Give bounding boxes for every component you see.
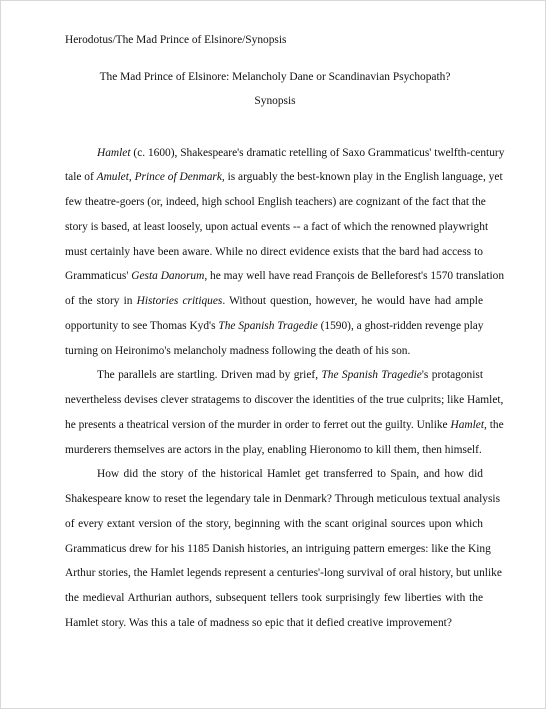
paragraph-1-line-1: Hamlet (c. 1600), Shakespeare's dramatic retelling of Saxo Grammaticus' twelfth-century xyxy=(97,147,505,159)
paragraph-1-line-2: tale of Amulet, Prince of Denmark, is arguably the best-known play in the English language, yet xyxy=(65,171,503,183)
paragraph-3-line-4: Grammaticus drew for his 1185 Danish histories, an intriguing pattern emerges: like the King xyxy=(65,543,491,555)
paragraph-2-line-1: The parallels are startling. Driven mad by grief, The Spanish Tragedie's protagonist xyxy=(97,369,483,381)
italic-title: The Spanish Tragedie xyxy=(321,369,422,381)
paragraph-1-line-5: must certainly have been aware. While no direct evidence exists that the bard had access to xyxy=(65,246,483,258)
paragraph-3-line-1: How did the story of the historical Hamlet get transferred to Spain, and how did xyxy=(97,468,483,480)
paragraph-1-line-9: turning on Heironimo's melancholy madness following the death of his son. xyxy=(65,345,411,357)
paragraph-1-line-7: of the story in Histories critiques. Without question, however, he would have had ample xyxy=(65,295,484,307)
paragraph-1-line-3: few theatre-goers (or, indeed, high school English teachers) are cognizant of the fact that the xyxy=(65,196,486,208)
paragraph-1-line-8: opportunity to see Thomas Kyd's The Spanish Tragedie (1590), a ghost-ridden revenge play xyxy=(65,320,484,332)
document-subtitle: Synopsis xyxy=(254,95,296,107)
paragraph-1-line-4: story is based, at least loosely, upon actual events -- a fact of which the renowned playwright xyxy=(65,221,489,233)
italic-title: Amulet, Prince of Denmark, xyxy=(96,171,225,183)
paragraph-3-line-3: of every extant version of the story, beginning with the scant original sources upon which xyxy=(65,518,483,530)
paragraph-2-line-2: nevertheless devises clever stratagems to discover the identities of the true culprits; like Hamlet, xyxy=(65,394,504,406)
paragraph-2-line-3: he presents a theatrical version of the murder in order to ferret out the guilty. Unlike Hamlet, the xyxy=(65,419,504,431)
paragraph-3-line-2: Shakespeare know to reset the legendary tale in Denmark? Through meticulous textual analysis xyxy=(65,493,501,505)
paragraph-3-line-5: Arthur stories, the Hamlet legends represent a centuries'-long survival of oral history, but unlike xyxy=(65,567,502,579)
italic-title: Hamlet xyxy=(97,147,131,159)
italic-title: Hamlet xyxy=(450,419,485,431)
italic-title: Histories critiques xyxy=(136,295,223,307)
italic-title: Gesta Danorum xyxy=(131,270,205,282)
document-title: The Mad Prince of Elsinore: Melancholy Dane or Scandinavian Psychopath? xyxy=(99,71,451,83)
paragraph-3-line-7: Hamlet story. Was this a tale of madness so epic that it defied creative improvement? xyxy=(65,617,452,629)
paragraph-2-line-4: murderers themselves are actors in the play, enabling Hieronomo to kill them, then himself. xyxy=(65,444,482,456)
paragraph-1-line-6: Grammaticus' Gesta Danorum, he may well have read François de Belleforest's 1570 translation xyxy=(65,270,505,282)
running-head: Herodotus/The Mad Prince of Elsinore/Synopsis xyxy=(65,34,287,46)
paragraph-3-line-6: the medieval Arthurian authors, subsequent tellers took surprisingly few liberties with the xyxy=(65,592,483,604)
italic-title: The Spanish Tragedie xyxy=(218,320,318,332)
